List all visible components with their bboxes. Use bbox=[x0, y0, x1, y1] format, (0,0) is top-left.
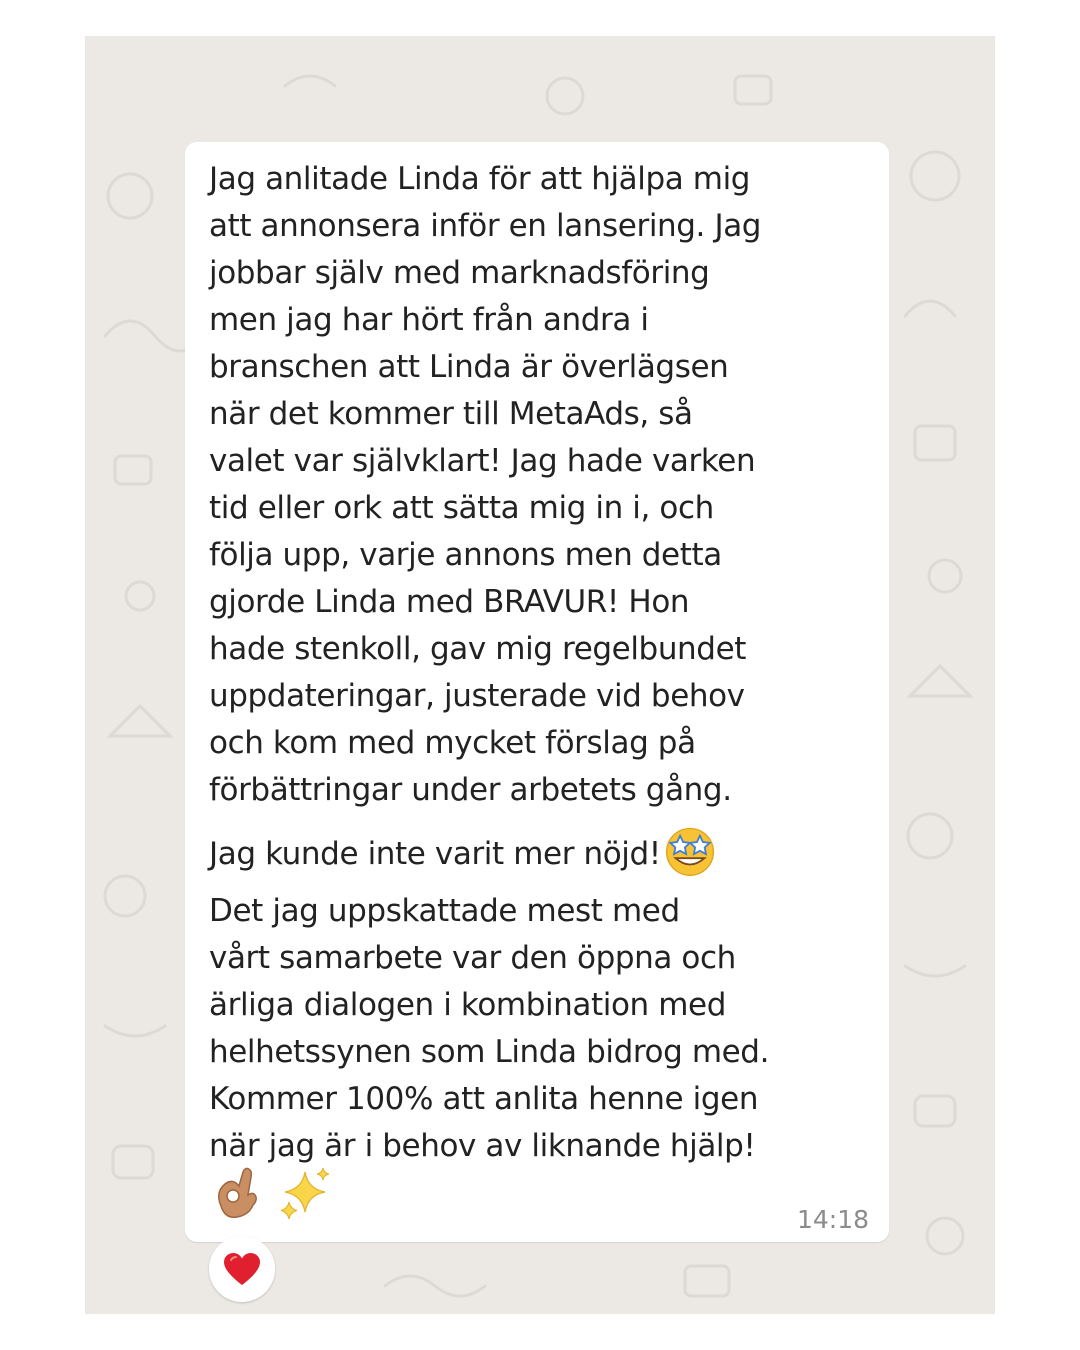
message-line: när jag är i behov av liknande hjälp! bbox=[209, 1128, 756, 1164]
red-heart-emoji-icon bbox=[223, 1252, 261, 1286]
message-line: jobbar själv med marknadsföring bbox=[209, 255, 710, 291]
emoji-row bbox=[211, 1166, 343, 1226]
message-timestamp: 14:18 bbox=[796, 1205, 869, 1234]
message-line: gjorde Linda med BRAVUR! Hon bbox=[209, 584, 690, 620]
message-line: uppdateringar, justerade vid behov bbox=[209, 678, 745, 714]
sparkles-emoji-icon bbox=[277, 1166, 333, 1222]
message-line: Kommer 100% att anlita henne igen bbox=[209, 1081, 759, 1117]
message-line: och kom med mycket förslag på bbox=[209, 725, 696, 761]
message-line: valet var självklart! Jag hade varken bbox=[209, 443, 756, 479]
message-line: att annonsera inför en lansering. Jag bbox=[209, 208, 762, 244]
message-line: vårt samarbete var den öppna och bbox=[209, 940, 736, 976]
message-bubble[interactable] bbox=[185, 142, 889, 1242]
message-line: tid eller ork att sätta mig in i, och bbox=[209, 490, 714, 526]
star-struck-emoji-icon bbox=[663, 824, 717, 878]
message-line: Jag anlitade Linda för att hjälpa mig bbox=[209, 161, 751, 197]
message-line: men jag har hört från andra i bbox=[209, 302, 649, 338]
reaction-badge[interactable] bbox=[209, 1236, 275, 1302]
message-line: förbättringar under arbetets gång. bbox=[209, 772, 732, 808]
message-line: följa upp, varje annons men detta bbox=[209, 537, 722, 573]
message-text bbox=[209, 156, 879, 1170]
ok-hand-emoji-icon bbox=[211, 1166, 263, 1222]
message-line: när det kommer till MetaAds, så bbox=[209, 396, 693, 432]
message-line-text: Jag kunde inte varit mer nöjd! bbox=[209, 836, 661, 872]
message-line: ärliga dialogen i kombination med bbox=[209, 987, 727, 1023]
message-line: hade stenkoll, gav mig regelbundet bbox=[209, 631, 747, 667]
message-line-nojd bbox=[209, 824, 879, 878]
chat-screenshot bbox=[85, 36, 995, 1314]
message-line: helhetssynen som Linda bidrog med. bbox=[209, 1034, 770, 1070]
message-line: Det jag uppskattade mest med bbox=[209, 893, 680, 929]
message-line: branschen att Linda är överlägsen bbox=[209, 349, 729, 385]
